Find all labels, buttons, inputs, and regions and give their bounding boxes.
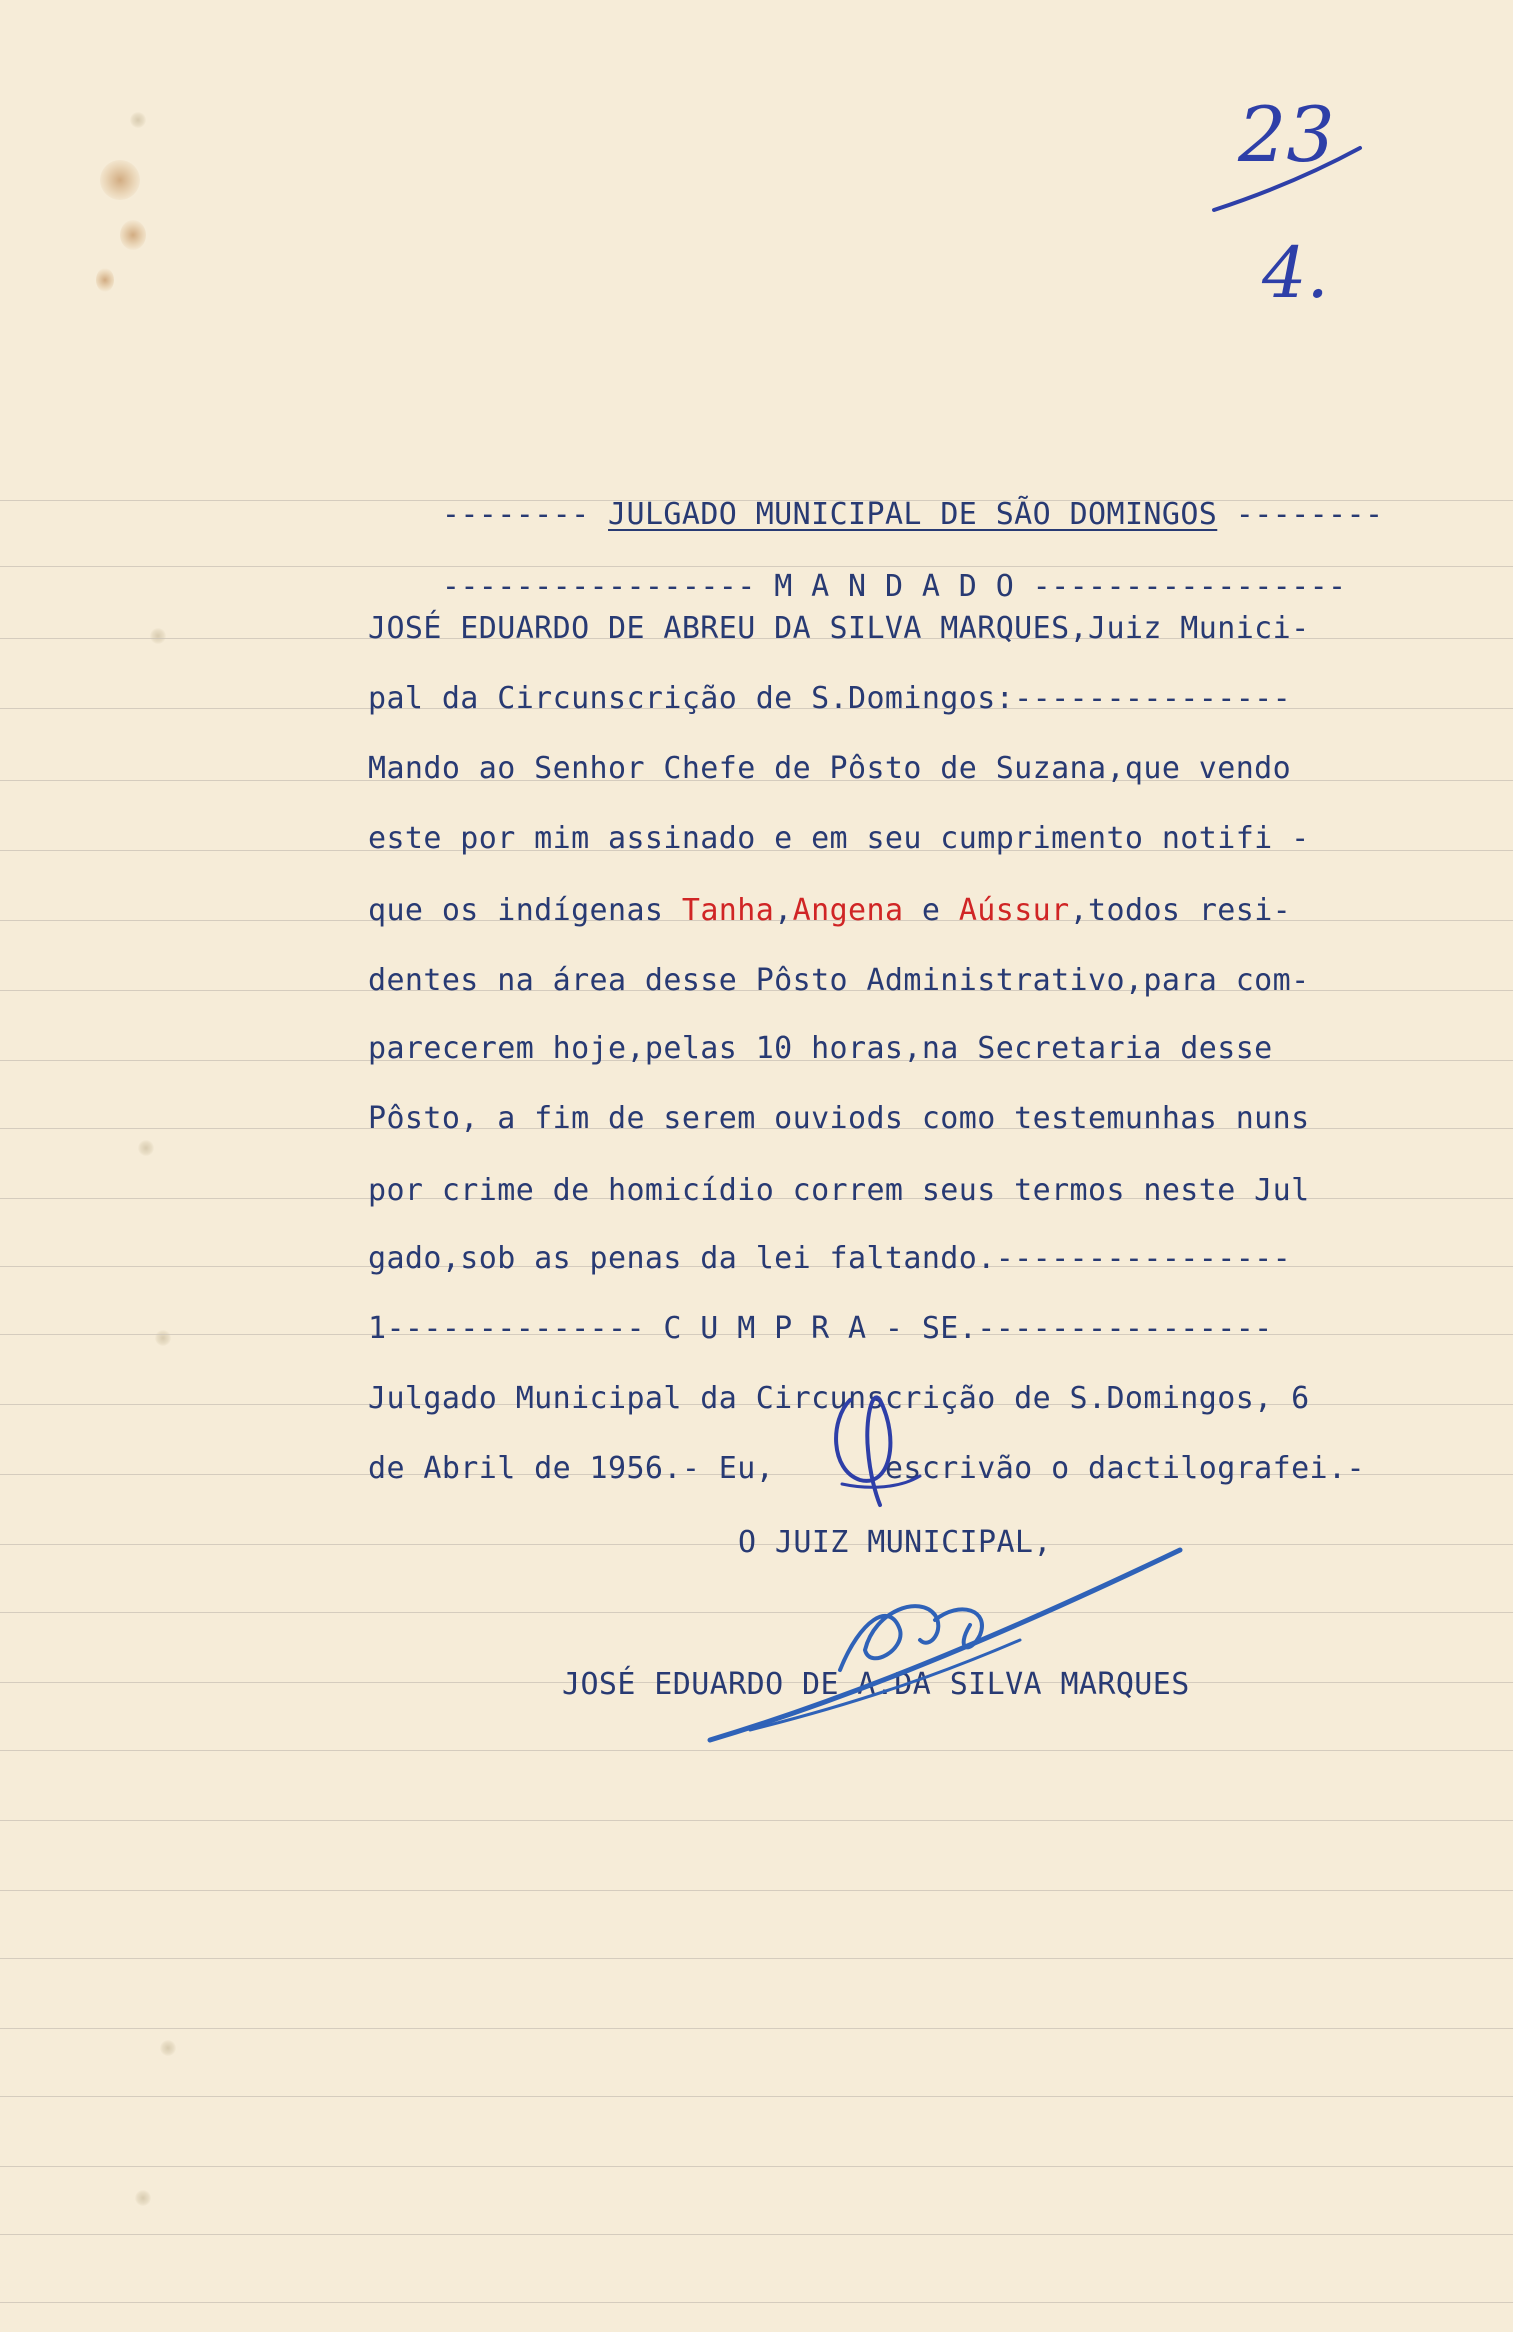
judge-signature — [690, 1540, 1210, 1760]
punch-hole-mark — [130, 112, 146, 128]
folio-number: 23 — [1238, 90, 1335, 179]
ruled-line — [0, 1820, 1513, 1821]
body-line: parecerem hoje,pelas 10 horas,na Secretaria desse — [368, 1031, 1273, 1066]
punch-hole-mark — [138, 1140, 154, 1156]
punch-hole-mark — [160, 2040, 176, 2056]
header-dashes-left: -------- — [441, 497, 590, 532]
body-line: Julgado Municipal da Circunscrição de S.Domingos, 6 — [368, 1381, 1310, 1416]
body-line: gado,sob as penas da lei faltando.---------------- — [368, 1241, 1292, 1276]
ruled-line — [0, 2302, 1513, 2303]
separator: e — [903, 893, 959, 928]
person-name: Angena — [792, 893, 904, 928]
ruled-line — [0, 2028, 1513, 2029]
stain-mark — [100, 160, 140, 200]
folio-divider-stroke — [1210, 140, 1370, 220]
body-line: pal da Circunscrição de S.Domingos:--------------- — [368, 681, 1292, 716]
ruled-line — [0, 1958, 1513, 1959]
court-title: JULGADO MUNICIPAL DE SÃO DOMINGOS — [608, 497, 1218, 532]
body-line: Mando ao Senhor Chefe de Pôsto de Suzana,que vendo — [368, 751, 1292, 786]
body-line: JOSÉ EDUARDO DE ABREU DA SILVA MARQUES,Juiz Munici- — [368, 611, 1310, 646]
body-line: dentes na área desse Pôsto Administrativo,para com- — [368, 963, 1310, 998]
stain-mark — [120, 220, 146, 250]
body-line: de Abril de 1956.- Eu, escrivão o dactilografei.- — [368, 1451, 1365, 1486]
body-line: este por mim assinado e em seu cumprimento notifi - — [368, 821, 1310, 856]
ruled-line — [0, 2234, 1513, 2235]
document-type: M A N D A D O — [774, 569, 1015, 604]
punch-hole-mark — [155, 1330, 171, 1346]
scribe-signature — [820, 1380, 940, 1510]
stain-mark — [96, 268, 114, 292]
header-dashes-right: -------- — [1235, 497, 1384, 532]
signatory-name: JOSÉ EDUARDO DE A.DA SILVA MARQUES — [562, 1667, 1190, 1702]
body-line: 1-------------- C U M P R A - SE.---------------- — [368, 1311, 1273, 1346]
person-name: Tanha — [681, 893, 775, 928]
signatory-title: O JUIZ MUNICIPAL, — [738, 1525, 1052, 1560]
ruled-line — [0, 2166, 1513, 2167]
punch-hole-mark — [135, 2190, 151, 2206]
folio-subnumber: 4. — [1262, 232, 1329, 314]
doctype-dashes-right: ----------------- — [1032, 569, 1347, 604]
doctype-dashes-left: ----------------- — [441, 569, 756, 604]
body-text: ,todos resi- — [1069, 893, 1292, 928]
separator: , — [774, 893, 793, 928]
ruled-line — [0, 1890, 1513, 1891]
ruled-line — [0, 2096, 1513, 2097]
person-name: Aússur — [958, 893, 1070, 928]
body-line: por crime de homicídio correm seus termos neste Jul — [368, 1173, 1310, 1208]
body-line — [368, 893, 1292, 928]
body-text: que os indígenas — [368, 893, 682, 928]
body-line: Pôsto, a fim de serem ouviods como testemunhas nuns — [368, 1101, 1310, 1136]
punch-hole-mark — [150, 628, 166, 644]
